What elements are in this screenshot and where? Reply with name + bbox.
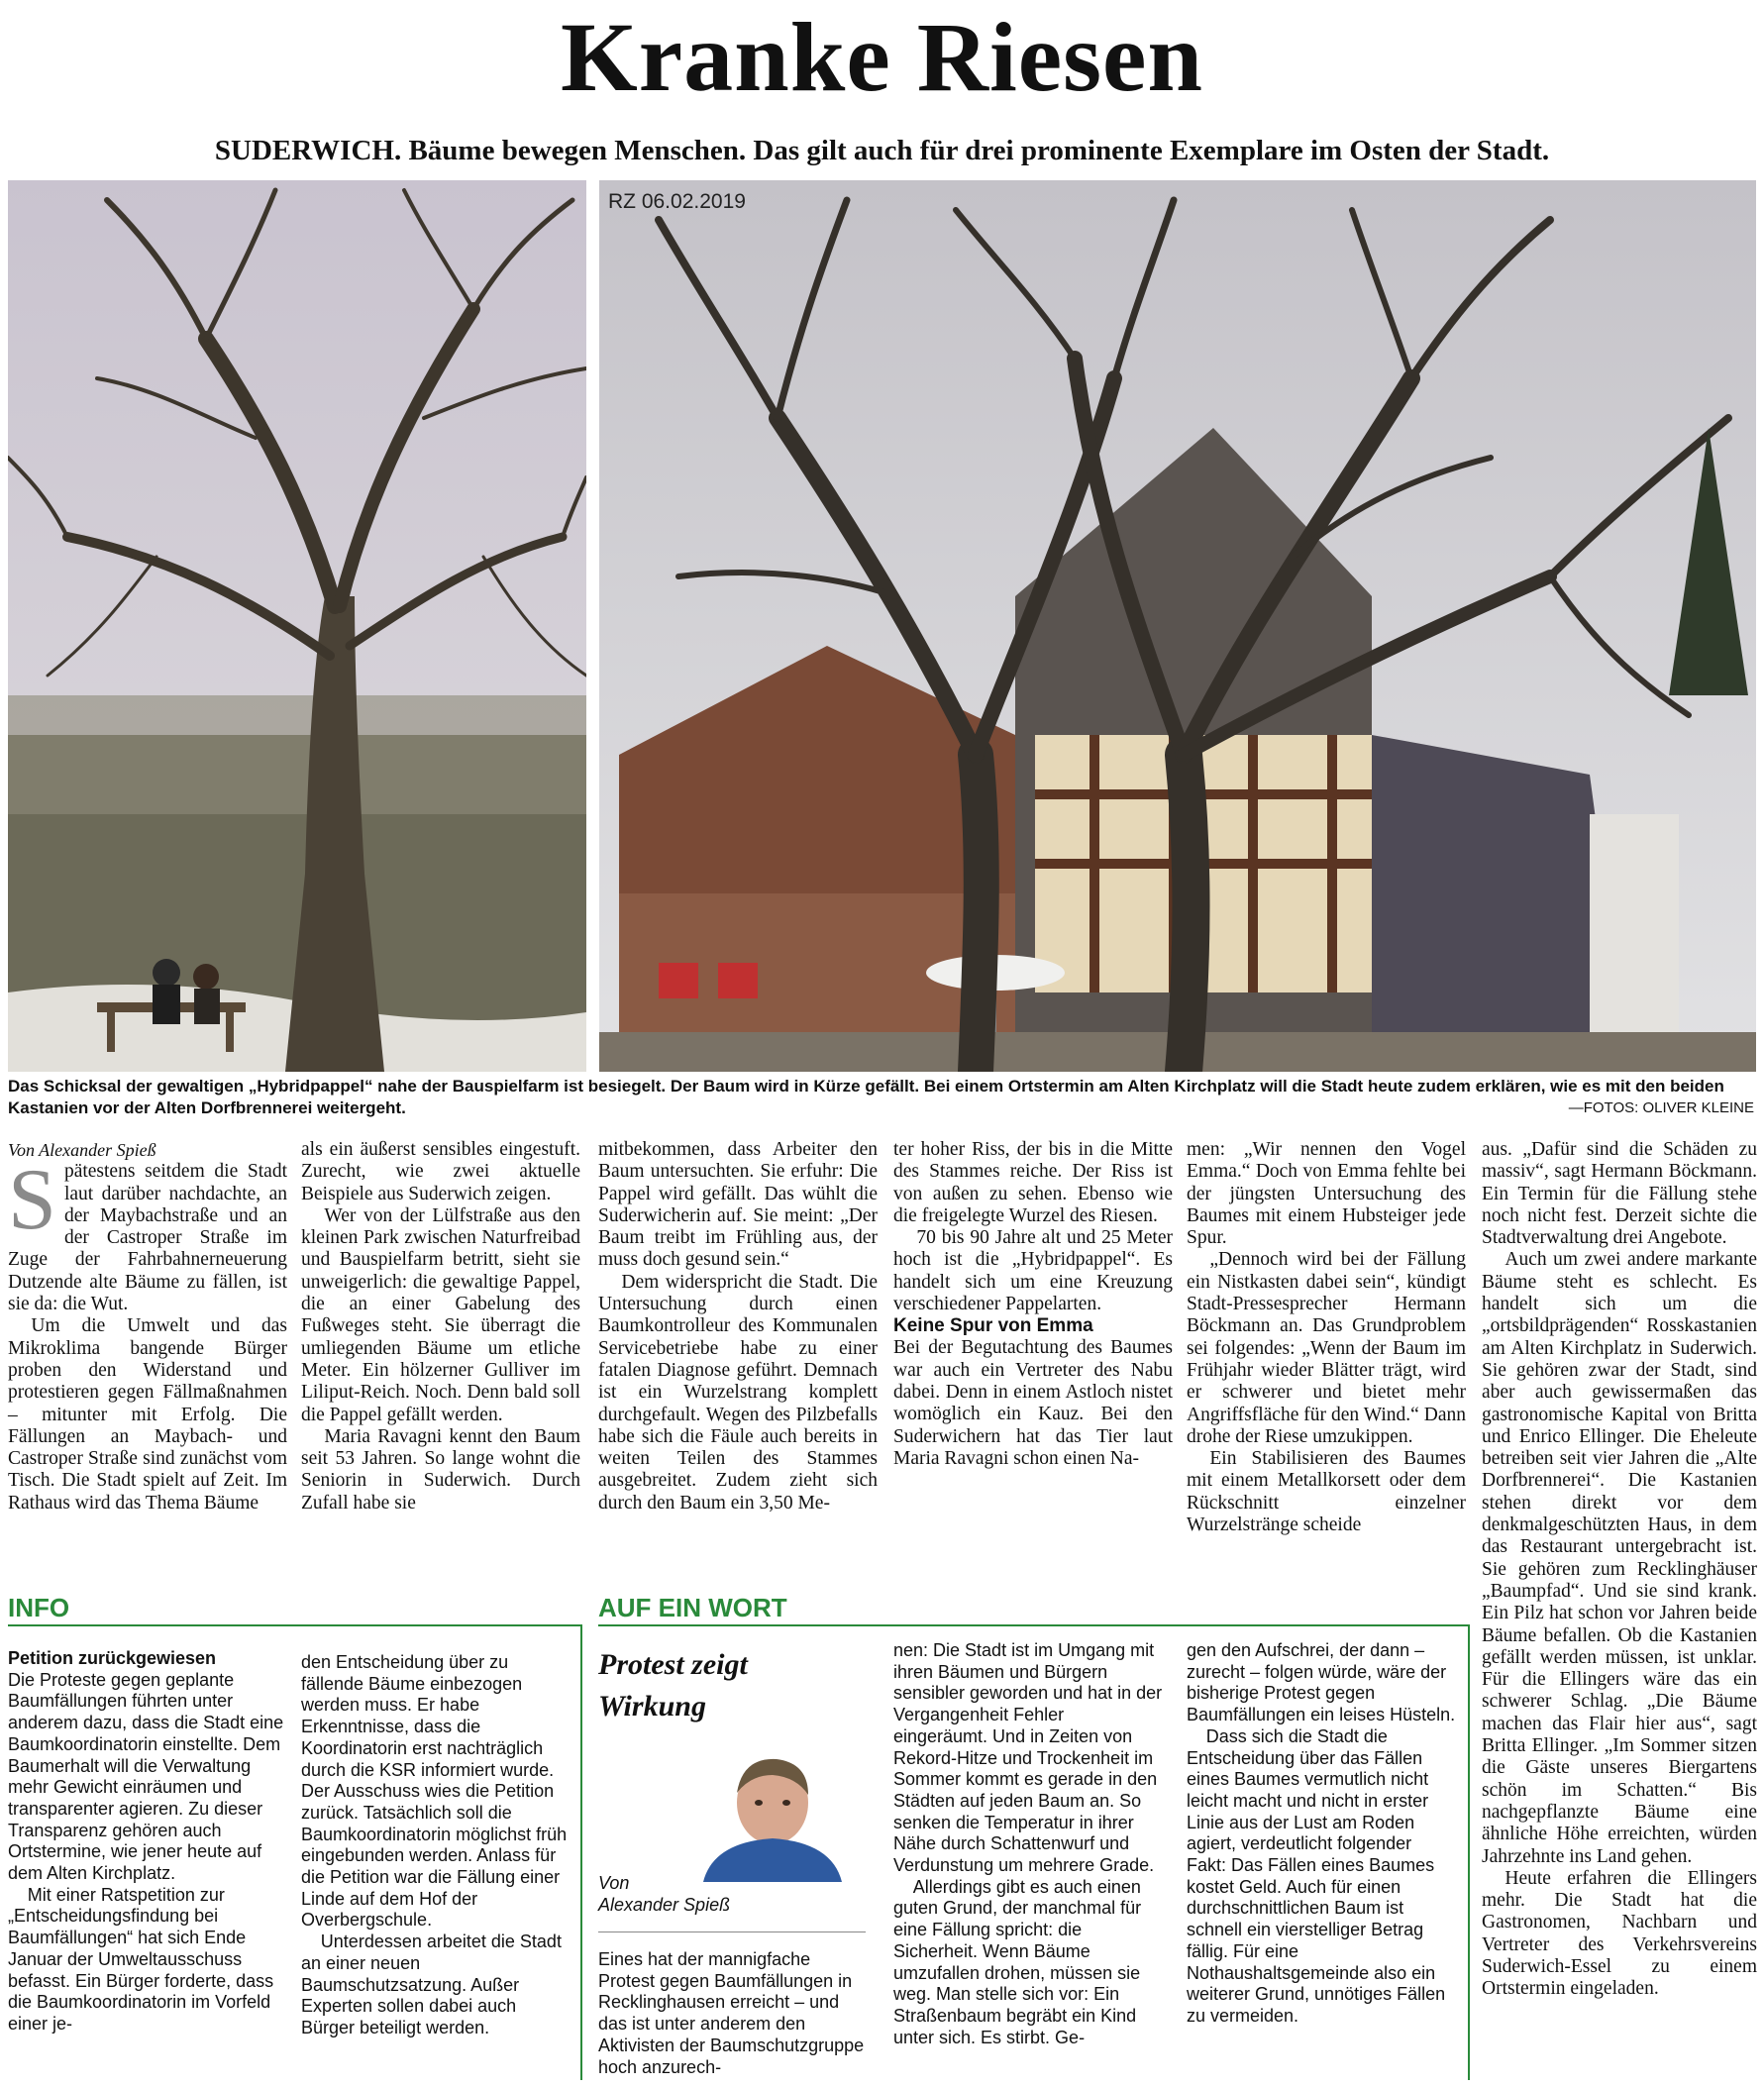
- commentary-right-rule: [1468, 1624, 1470, 2080]
- info-label: INFO: [8, 1593, 70, 1622]
- paragraph: Auch um zwei andere markante Bäume steht es schlecht. Es handelt sich um die „ortsbildprägenden“ Rosskastanien am Alten Kirchplatz in Suderwich. Sie gehören zwar der Stadt, sind aber auch gewissermaßen das gastronomische Kapital von Britta und Enrico Ellinger. Die Eheleute betreiben seit vier Jahren die „Alte Dorfbrennerei“. Die Kastanien stehen direkt vor dem denkmalgeschützten Haus, in dem das Restaurant untergebracht ist. Sie gehören zum Recklinghäuser „Baumpfad“. Und sie sind krank. Ein Pilz hat schon vor Jahren beide Bäume befallen. Ob die Kastanien gefällt werden müssen, ist unklar. Für die Ellingers wäre das ein schwerer Schlag. „Die Bäume machen das Flair hier aus“, sagt Britta Ellinger. „Im Sommer sitzen die Gäste unseres Biergartens schön im Schatten.“ Bis nachgepflanzte Bäume eine ähnliche Höhe erreichten, würden Jahrzehnte ins Land gehen.: [1482, 1249, 1757, 1867]
- subtitle: Keine Spur von Emma: [893, 1315, 1093, 1337]
- commentary-column-2: [893, 1640, 1163, 2048]
- info-title: Petition zurückgewiesen: [8, 1648, 217, 1668]
- article-column-6: [1482, 1139, 1757, 2001]
- paragraph: Die Proteste gegen geplante Baumfällungen führten unter anderem dazu, dass die Stadt eine Baumkoordinatorin einstellte. Dem Baumerhalt will die Verwaltung mehr Gewicht einräumen und transparenter agieren. Zu dieser Transparenz gehören auch Ortstermine, wie jener heute auf dem Alten Kirchplatz.: [8, 1669, 284, 1884]
- date-stamp: RZ 06.02.2019: [608, 190, 746, 213]
- paragraph: „Dennoch wird bei der Fällung ein Nistkasten dabei sein“, kündigt Stadt-Pressesprecher Hermann Böckmann an. Das Grundproblem sei folgendes: „Wenn der Baum im Frühjahr wieder Blätter trägt, wird er schwerer und bietet mehr Angriffsfläche für den Wind.“ Dann drohe der Riese umzukippen.: [1187, 1249, 1466, 1447]
- photo-chestnuts-brewery: [599, 180, 1756, 1072]
- commentary-column-1: [598, 1949, 868, 2078]
- paragraph: Ein Stabilisieren des Baumes mit einem Metallkorsett oder dem Rückschnitt einzelner Wurzelstränge scheide: [1187, 1448, 1466, 1536]
- subheadline: SUDERWICH. Bäume bewegen Menschen. Das gilt auch für drei prominente Exemplare im Osten der Stadt.: [214, 135, 1550, 166]
- paragraph: Eines hat der mannigfache Protest gegen Baumfällungen in Recklinghausen erreicht – und das ist unter anderem den Aktivisten der Baumschutzgruppe hoch anzurech-: [598, 1949, 865, 2077]
- commentary-divider: [598, 1931, 866, 1932]
- commentary-top-rule: [598, 1624, 1468, 1626]
- commentary-von: Von: [598, 1873, 630, 1893]
- paragraph: Allerdings gibt es auch einen guten Grund, der manchmal für eine Fällung spricht: die Sicherheit. Wenn Bäume umzufallen drohen, müssen sie weg. Man stelle sich vor: Ein Straßenbaum begräbt ein Kind unter sich. Es stirbt. Ge-: [893, 1876, 1142, 2047]
- info-right-rule: [580, 1624, 582, 2080]
- commentary-label: AUF EIN WORT: [598, 1593, 787, 1622]
- article-column-5: [1187, 1139, 1466, 1536]
- author-photo: [693, 1743, 842, 1882]
- info-column-1: [8, 1648, 285, 2036]
- paragraph: 70 bis 90 Jahre alt und 25 Meter hoch ist die „Hybridpappel“. Es handelt sich um eine Kreuzung verschiedener Pappelarten.: [893, 1227, 1173, 1315]
- paragraph: gen den Aufschrei, der dann – zurecht – folgen würde, wäre der bisherige Protest gegen Baumfällungen ein leises Hüsteln.: [1187, 1640, 1456, 1725]
- paragraph: ter hoher Riss, der bis in die Mitte des Stammes reiche. Der Riss ist von außen zu sehen. Ebenso wie die freigelegte Wurzel des Riesen.: [893, 1139, 1173, 1226]
- paragraph: Mit einer Ratspetition zur „Entscheidungsfindung bei Baumfällungen“ hat sich Ende Januar der Umweltausschuss befasst. Ein Bürger forderte, dass die Baumkoordinatorin im Vorfeld einer je-: [8, 1884, 274, 2034]
- paragraph: mitbekommen, dass Arbeiter den Baum untersuchten. Sie erfuhr: Die Pappel wird gefällt. Das wühlt die Suderwicherin auf. Sie meint: „Der Baum treibt im Frühling aus, der muss doch gesund sein.“: [598, 1139, 878, 1271]
- byline: Von Alexander Spieß: [8, 1140, 156, 1160]
- article-column-4: [893, 1139, 1173, 1470]
- paragraph: als ein äußerst sensibles eingestuft. Zurecht, wie zwei aktuelle Beispiele aus Suderwich zeigen.: [301, 1139, 580, 1204]
- paragraph: Wer von der Lülfstraße aus den kleinen Park zwischen Naturfreibad und Bauspielfarm betritt, sieht sie unweigerlich: die gewaltige Pappel, die an einer Gabelung des Fußweges steht. Sie überragt die umliegenden Bäume um etliche Meter. Ein hölzerner Gulliver im Liliput-Reich. Noch. Denn bald soll die Pappel gefällt werden.: [301, 1204, 580, 1425]
- photo-caption: Das Schicksal der gewaltigen „Hybridpappel“ nahe der Bauspielfarm ist besiegelt. Der Baum wird in Kürze gefällt. Bei einem Ortstermin am Alten Kirchplatz will die Stadt heute zudem erklären, wie es mit den beiden Kastanien vor der Alten Dorfbrennerei weitergeht.: [8, 1077, 1724, 1117]
- commentary-author: [598, 1872, 730, 1916]
- headline: Kranke Riesen: [560, 2, 1204, 112]
- paragraph: Maria Ravagni kennt den Baum seit 53 Jahren. So lange wohnt die Seniorin in Suderwich. Durch Zufall habe sie: [301, 1425, 580, 1514]
- info-column-2: [301, 1652, 571, 2039]
- paragraph: den Entscheidung über zu fällende Bäume einbezogen werden muss. Er habe Erkenntnisse, dass die Koordinatorin erst nachträglich durch die KSR informiert wurde. Der Ausschuss wies die Petition zurück. Tatsächlich soll die Baumkoordinatorin möglichst früh eingebunden werden. Anlass für die Petition war die Fällung einer Linde auf dem Hof der Overbergschule.: [301, 1652, 568, 1931]
- paragraph: men: „Wir nennen den Vogel Emma.“ Doch von Emma fehlte bei der jüngsten Untersuchung des Baumes mit einem Hubsteiger jede Spur.: [1187, 1139, 1466, 1249]
- article-column-2: [301, 1139, 580, 1514]
- paragraph: Heute erfahren die Ellingers mehr. Die Stadt hat die Gastronomen, Nachbarn und Vertreter des Verkehrsvereins Suderwich-Essel zu einem Ortstermin eingeladen.: [1482, 1867, 1757, 2000]
- paragraph: pätestens seitdem die Stadt laut darüber nachdachte, an der Maybachstraße und an der Castroper Straße im Zuge der Fahrbahnerneuerung Dutzende alte Bäume zu fällen, ist sie da: die Wut.: [8, 1161, 287, 1315]
- paragraph: Dass sich die Stadt die Entscheidung über das Fällen eines Baumes vermutlich nicht leicht macht und nicht in erster Linie aus der Lust am Roden agiert, verdeutlicht folgender Fakt: Das Fällen eines Baumes kostet Geld. Auch für einen durchschnittlichen Baum ist schnell ein vierstelliger Betrag fällig. Für eine Nothaushaltsgemeinde also ein weiterer Grund, unnötiges Fällen zu vermeiden.: [1187, 1725, 1446, 2026]
- paragraph: aus. „Dafür sind die Schäden zu massiv“, sagt Hermann Böckmann. Ein Termin für die Fällung stehe noch nicht fest. Derzeit sichte die Stadtverwaltung drei Angebote.: [1482, 1139, 1757, 1249]
- photo-credit: —FOTOS: OLIVER KLEINE: [1568, 1099, 1754, 1116]
- article-column-3: [598, 1139, 878, 1514]
- drop-cap: S: [8, 1152, 56, 1249]
- info-top-rule: [8, 1624, 580, 1626]
- photo-poplar: [8, 180, 586, 1072]
- paragraph: Unterdessen arbeitet die Stadt an einer neuen Baumschutzsatzung. Außer Experten sollen dabei auch Bürger beteiligt werden.: [301, 1931, 562, 2037]
- paragraph: Dem widerspricht die Stadt. Die Untersuchung durch einen Baumkontrolleur des Kommunalen Servicebetriebe habe zu einer fatalen Diagnose geführt. Demnach ist ein Wurzelstrang komplett durchgefault. Wegen des Pilzbefalls habe sich die Fäule auch bereits in weiten Teilen des Stammes ausgebreitet. Zudem zieht sich durch den Baum ein 3,50 Me-: [598, 1271, 878, 1514]
- article-column-1: [8, 1139, 287, 1514]
- commentary-column-3: [1187, 1640, 1456, 2028]
- commentary-title: Protest zeigt Wirkung: [598, 1648, 748, 1723]
- paragraph: Bei der Begutachtung des Baumes war auch ein Vertreter des Nabu dabei. Denn in einem Astloch nistet womöglich ein Kauz. Bei den Suderwichern hat das Tier laut Maria Ravagni schon einen Na-: [893, 1337, 1173, 1469]
- paragraph: Um die Umwelt und das Mikroklima bangende Bürger proben den Widerstand und protestieren gegen Fällmaßnahmen – mitunter mit Erfolg. Die Fällungen an Maybach- und Castroper Straße sind zunächst vom Tisch. Die Stadt spielt auf Zeit. Im Rathaus wird das Thema Bäume: [8, 1315, 287, 1514]
- paragraph: nen: Die Stadt ist im Umgang mit ihren Bäumen und Bürgern sensibler geworden und hat in der Vergangenheit Fehler eingeräumt. Und in Zeiten von Rekord-Hitze und Trockenheit im Sommer kommt es gerade in den Städten auf jeden Baum an. So senken die Temperatur in ihrer Nähe durch Schattenwurf und Verdunstung um mehrere Grade.: [893, 1640, 1163, 1876]
- commentary-author-name: Alexander Spieß: [598, 1895, 731, 1915]
